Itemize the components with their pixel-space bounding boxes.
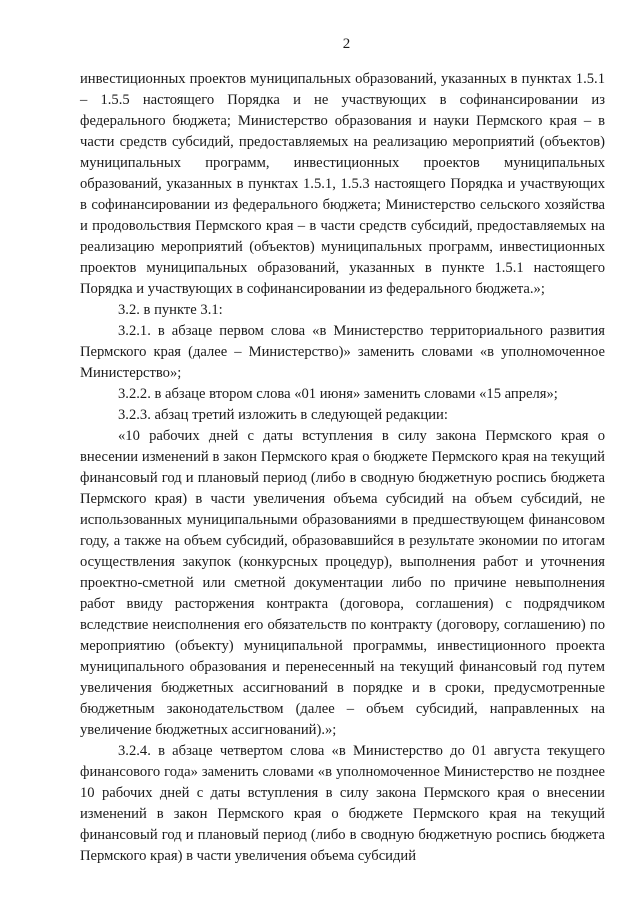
paragraph-3-2-2: 3.2.2. в абзаце втором слова «01 июня» заменить словами «15 апреля»; (118, 386, 558, 402)
paragraph-3-2-4: 3.2.4. в абзаце четвертом слова «в Министерство до 01 августа текущего финансового года» заменить словами «в уполномоченное Министерство не позднее 10 рабочих дней с даты вступления в силу закона Пермского края о внесении изменений в закон Пермского края о бюджете Пермского края на текущий финансовый год и плановый период (либо в сводную бюджетную роспись бюджета Пермского края) в части увеличения объема субсидий (80, 743, 605, 864)
paragraph-3-2-3: 3.2.3. абзац третий изложить в следующей редакции: (118, 407, 448, 423)
paragraph-continuation: инвестиционных проектов муниципальных образований, указанных в пунктах 1.5.1 – 1.5.5 настоящего Порядка и не участвующих в софинансировании из федерального бюджета; Министерство образования и науки Пермского края – в части средств субсидий, предоставляемых на реализацию мероприятий (объектов) муниципальных программ, инвестиционных проектов муниципальных образований, указанных в пунктах 1.5.1, 1.5.3 настоящего Порядка и участвующих в софинансировании из федерального бюджета; Министерство сельского хозяйства и продовольствия Пермского края – в части средств субсидий, предоставляемых на реализацию мероприятий (объектов) муниципальных программ, инвестиционных проектов муниципальных образований, указанных в пункте 1.5.1 настоящего Порядка и участвующих в софинансировании из федерального бюджета.»; (80, 71, 605, 297)
paragraph-quoted-text: «10 рабочих дней с даты вступления в силу закона Пермского края о внесении изменений в закон Пермского края о бюджете Пермского края на текущий финансовый год и плановый период (либо в сводную бюджетную роспись бюджета Пермского края) в части увеличения объема субсидий на объем субсидий, не использованных муниципальными образованиями в предшествующем финансовом году, а также на объем субсидий, образовавшийся в результате экономии по итогам осуществления закупок (конкурсных процедур), выполнения работ и уточнения проектно-сметной или сметной документации либо по причине невыполнения работ ввиду расторжения контракта (договора, соглашения) с подрядчиком вследствие неисполнения его обязательств по контракту (договору, соглашению) по мероприятию (объекту) муниципальной программы, инвестиционного проекта муниципального образования и перенесенный на текущий финансовый год путем увеличения бюджетных ассигнований в порядке и в сроки, предусмотренные бюджетным законодательством (далее – объем субсидий, направленных на увеличение бюджетных ассигнований).»; (80, 428, 605, 738)
page-number: 2 (342, 36, 351, 52)
document-body (80, 69, 605, 867)
paragraph-3-2-1: 3.2.1. в абзаце первом слова «в Министерство территориального развития Пермского края (далее – Министерство)» заменить словами «в уполномоченное Министерство»; (80, 323, 605, 381)
paragraph-3-2: 3.2. в пункте 3.1: (118, 302, 223, 318)
